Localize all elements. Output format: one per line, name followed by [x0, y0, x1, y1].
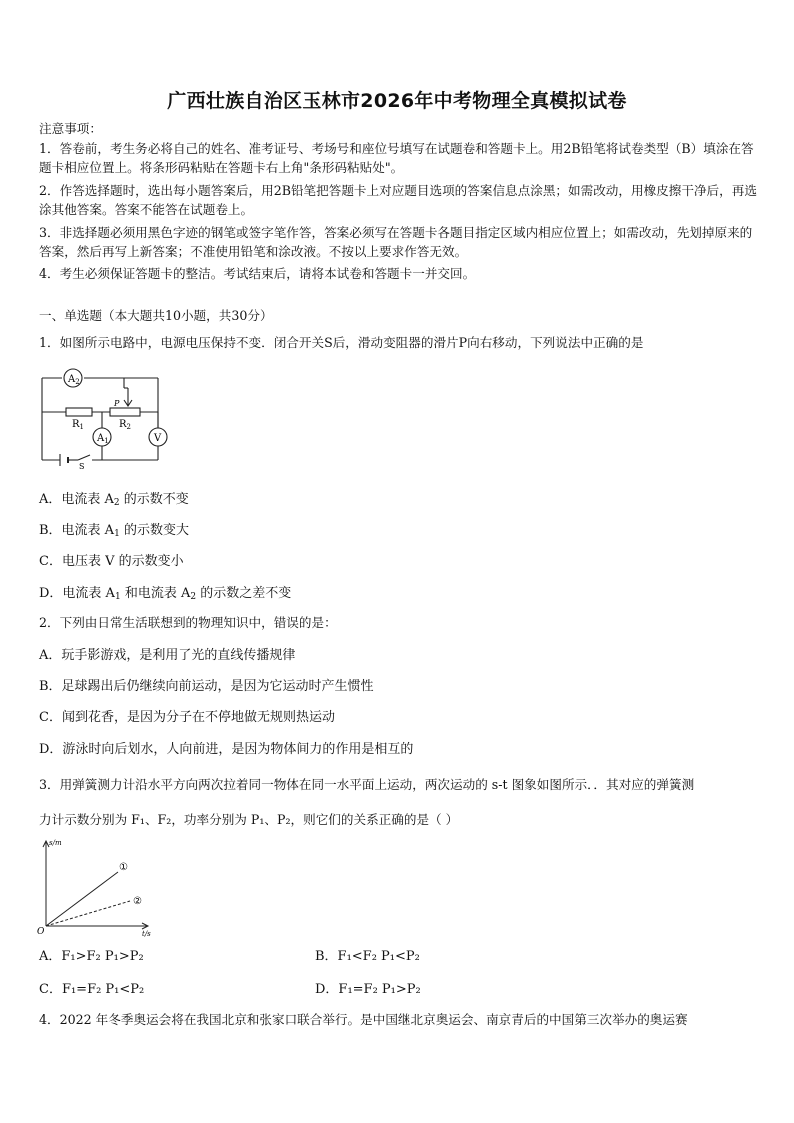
graph-line-1	[46, 872, 118, 926]
slider-p-label: P	[114, 399, 120, 408]
q3-stem-line2: 力计示数分别为 F₁、F₂，功率分别为 P₁、P₂，则它们的关系正确的是（ ）	[39, 812, 459, 827]
q3-stem-line1: 3．用弹簧测力计沿水平方向两次拉着同一物体在同一水平面上运动，两次运动的 s-t 图象如图所示．．其对应的弹簧测	[39, 777, 695, 792]
q1-option-b: B．电流表 $A_1$ 的示数变大	[39, 523, 189, 539]
v-label: V	[154, 433, 162, 444]
line-1-label: ①	[119, 862, 128, 873]
q2-option-d: D．游泳时向后划水，人向前进，是因为物体间力的作用是相互的	[39, 742, 414, 757]
q1-option-c: C．电压表 V 的示数变小	[39, 554, 184, 569]
r1-label: $R_1$	[72, 419, 84, 431]
q1-stem: 1．如图所示电路中，电源电压保持不变．闭合开关S后，滑动变阻器的滑片P向右移动，下列说法中正确的是	[39, 335, 644, 350]
graph-line-2	[46, 901, 130, 926]
q2-option-a: A．玩手影游戏，是利用了光的直线传播规律	[39, 648, 296, 663]
q3-st-graph	[34, 836, 156, 938]
y-axis-label: s/m	[49, 839, 62, 847]
q3-option-a: A．F₁>F₂ P₁>P₂	[39, 949, 144, 964]
resistor-r1	[66, 408, 92, 416]
origin-label: O	[37, 927, 45, 937]
q1-circuit-diagram	[38, 366, 176, 470]
resistor-r2	[110, 408, 140, 416]
line-2-label: ②	[133, 896, 142, 907]
exam-title: 广西壮族自治区玉林市2026年中考物理全真模拟试卷	[167, 90, 627, 112]
r2-label: $R_2$	[119, 419, 131, 431]
q4-stem: 4．2022 年冬季奥运会将在我国北京和张家口联合举行。是中国继北京奥运会、南京青后的中国第三次举办的奥运赛	[39, 1012, 688, 1027]
q2-stem: 2．下列由日常生活联想到的物理知识中，错误的是：	[39, 615, 337, 630]
switch-s-label: S	[79, 462, 85, 470]
notice-heading: 注意事项：	[39, 121, 102, 136]
q2-option-b: B．足球踢出后仍继续向前运动，是因为它运动时产生惯性	[39, 679, 374, 694]
q2-option-c: C．闻到花香，是因为分子在不停地做无规则热运动	[39, 710, 335, 725]
a2-label: $A_2$	[68, 374, 80, 386]
q3-option-c: C．F₁=F₂ P₁<P₂	[39, 982, 145, 997]
notice-item-1: 1．答卷前，考生务必将自己的姓名、准考证号、考场号和座位号填写在试题卷和答题卡上。用2B铅笔将试卷类型（B）填涂在答题卡相应位置上。将条形码粘贴在答题卡右上角"条形码粘贴处"。	[39, 141, 754, 175]
q1-option-d: D．电流表 $A_1$ 和电流表 $A_2$ 的示数之差不变	[39, 586, 292, 602]
x-axis-label: t/s	[142, 930, 151, 938]
q3-option-d: D．F₁=F₂ P₁>P₂	[315, 982, 421, 997]
a1-label: $A_1$	[97, 433, 109, 445]
notice-item-3: 3．非选择题必须用黑色字迹的钢笔或签字笔作答，答案必须写在答题卡各题目指定区域内相应位置上；如需改动，先划掉原来的答案，然后再写上新答案；不准使用铅笔和涂改液。不按以上要求作答无效。	[39, 225, 753, 259]
notice-item-4: 4．考生必须保证答题卡的整洁。考试结束后，请将本试卷和答题卡一并交回。	[39, 266, 476, 281]
notice-item-2: 2．作答选择题时，选出每小题答案后，用2B铅笔把答题卡上对应题目选项的答案信息点涂黑；如需改动，用橡皮擦干净后，再选涂其他答案。答案不能答在试题卷上。	[39, 183, 757, 217]
q1-option-a: A．电流表 $A_2$ 的示数不变	[39, 492, 189, 508]
q3-option-b: B．F₁<F₂ P₁<P₂	[315, 949, 420, 964]
section-heading: 一、单选题（本大题共10小题，共30分）	[39, 308, 273, 323]
